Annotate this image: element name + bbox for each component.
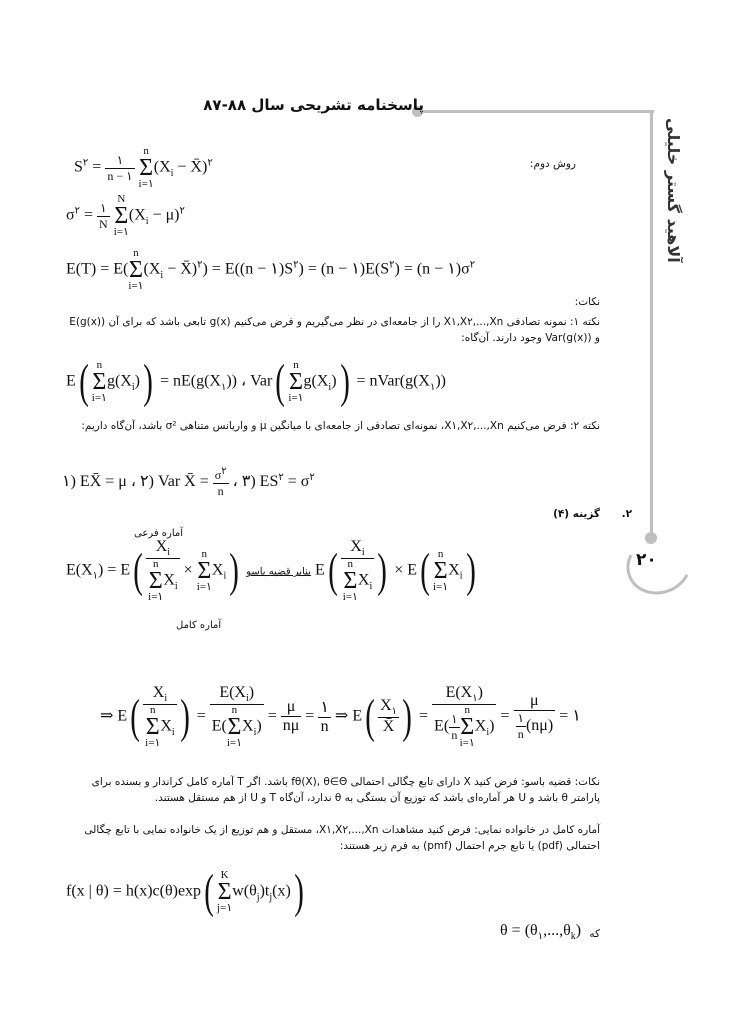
label-ancillary-statistic: آماره فرعی [134,528,184,539]
basu-label: بنابر قضیه باسو [246,566,311,578]
note1-equation: E( n Σ $i=١g(X_i)) = nE(g(X_١))$ ، Var( n Σ $i=١g(X_i)$) = $nVar(g(X_١))$ [66,355,446,408]
side-label [664,118,686,338]
notes-heading: نکات: [574,296,600,308]
page-number-arc [618,526,700,603]
page-title: پاسخنامه تشریحی سال ۸۸-۸۷ [203,96,424,114]
exponential-family-note: آماره کامل در خانواده نمایی: فرض کنید مشاهدات X۱,X۲,...,Xn، مستقل و هم توزیع از یک خانواده نمایی با تابع چگالی احتمالی (pdf) یا تابع جرم احتمال (pmf) به فرم زیر هستند: [84,824,600,852]
note2-equation: ١) EX̄ = μ ، ٢) Var X̄ = $\frac{\sigma^٢}{n}$ ، ٣) $ES^٢ = \sigma^٢$ [62,466,315,498]
side-label-text: آلاهید گستر خلیلی [664,118,683,263]
basu-theorem-note: نکات: قضیه باسو: فرض کنید X دارای تابع چگالی احتمالی fθ(X), θ∈Θ باشد. اگر T آماره کامل کراندار و بسنده برای پارامتر θ باشد و U هر آماره‌ای باشد که توزیع آن بستگی به θ ندارد، آن‌گاه T و U از هم مستقل هستند. [91,776,600,804]
header-rule [418,110,628,113]
note-1: نکته ۱: نمونه تصادفی X۱,X۲,...,Xn را از جامعه‌ای در نظر می‌گیریم و فرض می‌کنیم g(x) تابعی باشد که برای آن E(g(x)) و Var(g(x)) وجود دارند. آن‌گاه: [69,316,600,344]
answer-option: گزینه (۴) [553,508,600,520]
page-number: ۲۰ [636,550,657,570]
equation-pop-variance: $\sigma^٢$ = $\frac{١}{N}$ N Σ $i=١(X_i - \mu)^٢$ [66,193,185,238]
exponential-family-formula: f(x | θ) = h(x)c(θ)exp( K Σ $j=١w(\theta_j)t_j(x)$) [66,865,304,918]
label-complete-statistic: آماره کامل [176,620,222,631]
equation-expectation-T: E(T) = E(n Σ $i=١(X_i$ − X̄)$^٢$) = $E((n - ١)S^٢) = (n$ − $١)E(S^٢) = (n$ − $١)\sigma^٢$ [66,247,476,292]
equation-sample-variance: $S^٢$ = $\frac{١}{n - ١}$ n Σ $i=١(X_i$ − X̄)$^٢$ [74,145,213,190]
result-equation: ⇒ E( $X_i$ n Σ $i=١X_i$ ) = $E(X_i)$ E(n Σ $i=١X_i$) = $\frac{\mu}{n\mu}$ = $\frac{١}{n}$ ⇒ E( $\frac{X_١}{X̄}$ ) = $E(X_١)$ E( $\frac{١}{n}$ n Σ $i=١X_i$) = μ $\frac{١}{n}$ (nμ) = ١ [100,684,581,750]
method2-label: روش دوم: [529,158,576,170]
basu-equation: $E(X_١) = E$( $X_i$ n Σ $i=١X_i$ × n Σ $i=١X_i$) بنابر قضیه باسو E( $X_i$ n Σ $i=١X_i$ ) × E( n Σ $i=١X_i$) [66,538,476,604]
note-2: نکته ۲: فرض می‌کنیم X۱,X۲,...,Xn، نمونه‌ای تصادفی از جامعه‌ای با میانگین μ و واریانس متناهی σ² باشد، آن‌گاه داریم: [81,420,600,432]
question-number: ۲. [621,508,632,520]
frame-vertical-rule [650,112,653,540]
theta-prefix: که [589,928,600,940]
theta-definition: $\theta = (\theta_١,...,\theta_k)$ [500,922,582,943]
